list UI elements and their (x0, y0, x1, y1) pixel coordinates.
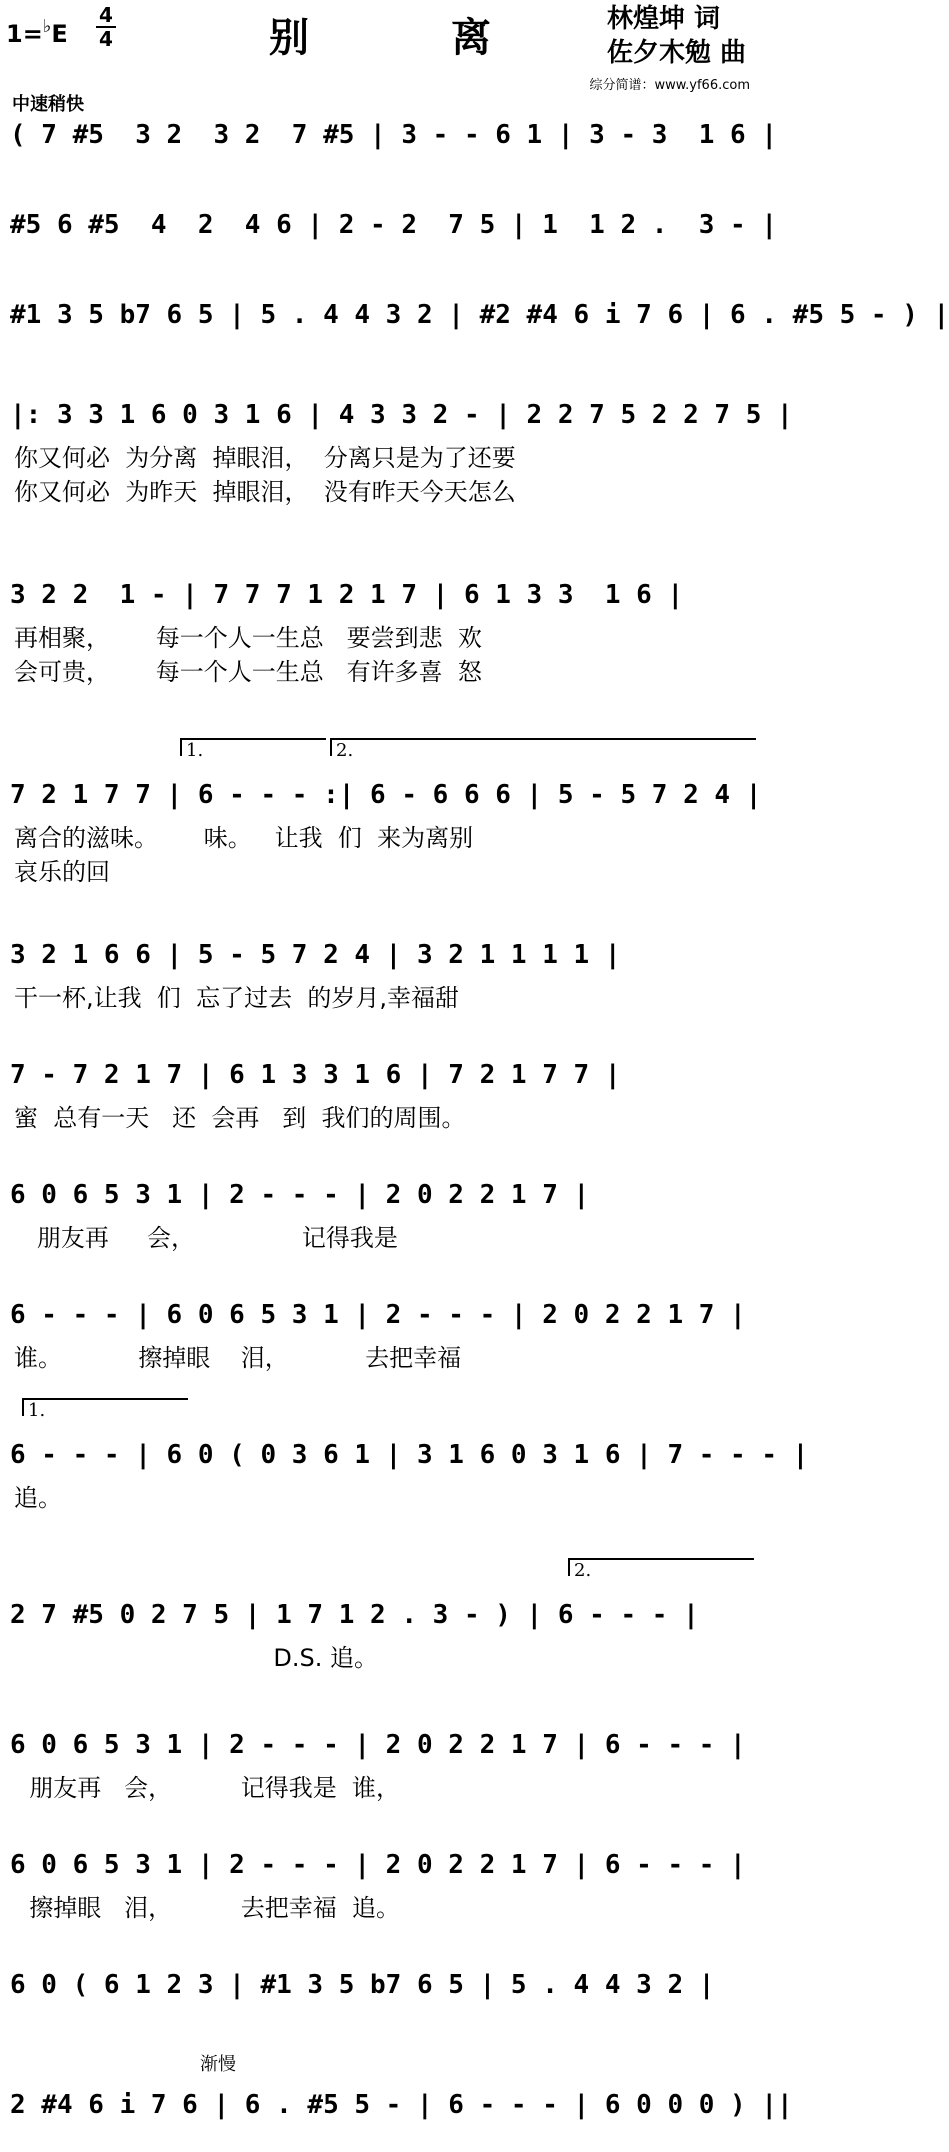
time-bottom: 4 (99, 27, 113, 51)
score-row (0, 1170, 760, 1250)
score-row (0, 1290, 760, 1370)
score-row (0, 1430, 809, 1512)
lyricist: 林煌坤 词 (606, 4, 720, 34)
composer: 佐夕木勉 曲 (606, 38, 746, 68)
score-row (0, 770, 762, 886)
notes: 2 #4 6 i 7 6 | 6 . #5 5 - | 6 - - - | 6 0 0 0 ) || (10, 2090, 793, 2120)
score-row (0, 1960, 760, 2020)
lyric-line: 再相聚， 每一个人一生总 要尝到悲 欢 (14, 624, 482, 652)
notes: 6 - - - | 6 0 6 5 3 1 | 2 - - - | 2 0 2 2 1 7 | (10, 1300, 746, 1330)
notes: 3 2 2 1 - | 7 7 7 1 2 1 7 | 6 1 3 3 1 6 | (10, 580, 684, 610)
notes: 6 - - - | 6 0 ( 0 3 6 1 | 3 1 6 0 3 1 6 | 7 - - - | (10, 1440, 809, 1470)
lyric-line: 哀乐的回 (14, 858, 110, 886)
score-row (0, 930, 760, 1010)
score-row (0, 1050, 760, 1130)
score-row (0, 1720, 760, 1800)
lyric-line: 蜜 总有一天 还 会再 到 我们的周围。 (14, 1104, 466, 1132)
notes: 6 0 6 5 3 1 | 2 - - - | 2 0 2 2 1 7 | 6 - - - | (10, 1730, 746, 1760)
time-top: 4 (99, 3, 113, 27)
lyric-line: 离合的滋味。 味。 让我 们 来为离别 (14, 824, 474, 852)
score-row (0, 2080, 793, 2140)
notes: ( 7 #5 3 2 3 2 7 #5 | 3 - - 6 1 | 3 - 3 1 6 | (10, 120, 778, 150)
lyric-line: 朋友再 会， 记得我是 谁， (14, 1774, 401, 1802)
notes: 7 - 7 2 1 7 | 6 1 3 3 1 6 | 7 2 1 7 7 | (10, 1060, 621, 1090)
first-ending: 1. (180, 738, 326, 756)
tempo-marking: 中速稍快 (12, 94, 84, 115)
notes: #5 6 #5 4 2 4 6 | 2 - 2 7 5 | 1 1 2 . 3 - | (10, 210, 778, 240)
lyric-line: 朋友再 会， 记得我是 (14, 1224, 398, 1252)
flat-sign: ♭ (42, 16, 52, 37)
score-row (0, 200, 778, 260)
notes: 6 0 6 5 3 1 | 2 - - - | 2 0 2 2 1 7 | 6 - - - | (10, 1850, 746, 1880)
score-row (0, 110, 778, 170)
lyric-line: 谁。 擦掉眼 泪， 去把幸福 (14, 1344, 462, 1372)
lyric-line: 你又何必 为昨天 掉眼泪， 没有昨天今天怎么 (14, 478, 516, 506)
lyric-line: 干一杯,让我 们 忘了过去 的岁月,幸福甜 (14, 984, 460, 1012)
first-ending: 1. (22, 1398, 188, 1416)
key-prefix: 1= (6, 20, 43, 48)
lyric-line: 追。 (14, 1484, 62, 1512)
score-row (0, 570, 760, 686)
notes: |: 3 3 1 6 0 3 1 6 | 4 3 3 2 - | 2 2 7 5 2 2 7 5 | (10, 400, 793, 430)
lyric-line: 会可贵， 每一个人一生总 有许多喜 怒 (14, 658, 482, 686)
second-ending: 2. (568, 1558, 754, 1576)
lyric-line: D.S. 追。 (14, 1644, 378, 1672)
score-row (0, 1840, 760, 1920)
lyric-line: 你又何必 为分离 掉眼泪， 分离只是为了还要 (14, 444, 516, 472)
credits (607, 2, 746, 70)
lyric-line: 擦掉眼 泪， 去把幸福 追。 (14, 1894, 401, 1922)
score-row (0, 290, 949, 350)
second-ending: 2. (330, 738, 756, 756)
song-title: 别 离 (269, 15, 555, 61)
key-note: E (51, 20, 68, 48)
key-signature (6, 16, 68, 48)
notes: #1 3 5 b7 6 5 | 5 . 4 4 3 2 | #2 #4 6 i 7 6 | 6 . #5 5 - ) | (10, 300, 949, 330)
score-row (0, 1590, 760, 1670)
tempo-slower: 渐慢 (200, 2054, 236, 2075)
site-credit: 综分简谱：www.yf66.com (589, 78, 750, 93)
notes: 7 2 1 7 7 | 6 - - - :| 6 - 6 6 6 | 5 - 5 7 2 4 | (10, 780, 762, 810)
time-signature (96, 4, 116, 50)
notes: 3 2 1 6 6 | 5 - 5 7 2 4 | 3 2 1 1 1 1 | (10, 940, 621, 970)
score-row (0, 390, 793, 506)
notes: 6 0 6 5 3 1 | 2 - - - | 2 0 2 2 1 7 | (10, 1180, 590, 1210)
notes: 2 7 #5 0 2 7 5 | 1 7 1 2 . 3 - ) | 6 - - - | (10, 1600, 699, 1630)
notes: 6 0 ( 6 1 2 3 | #1 3 5 b7 6 5 | 5 . 4 4 3 2 | (10, 1970, 715, 2000)
